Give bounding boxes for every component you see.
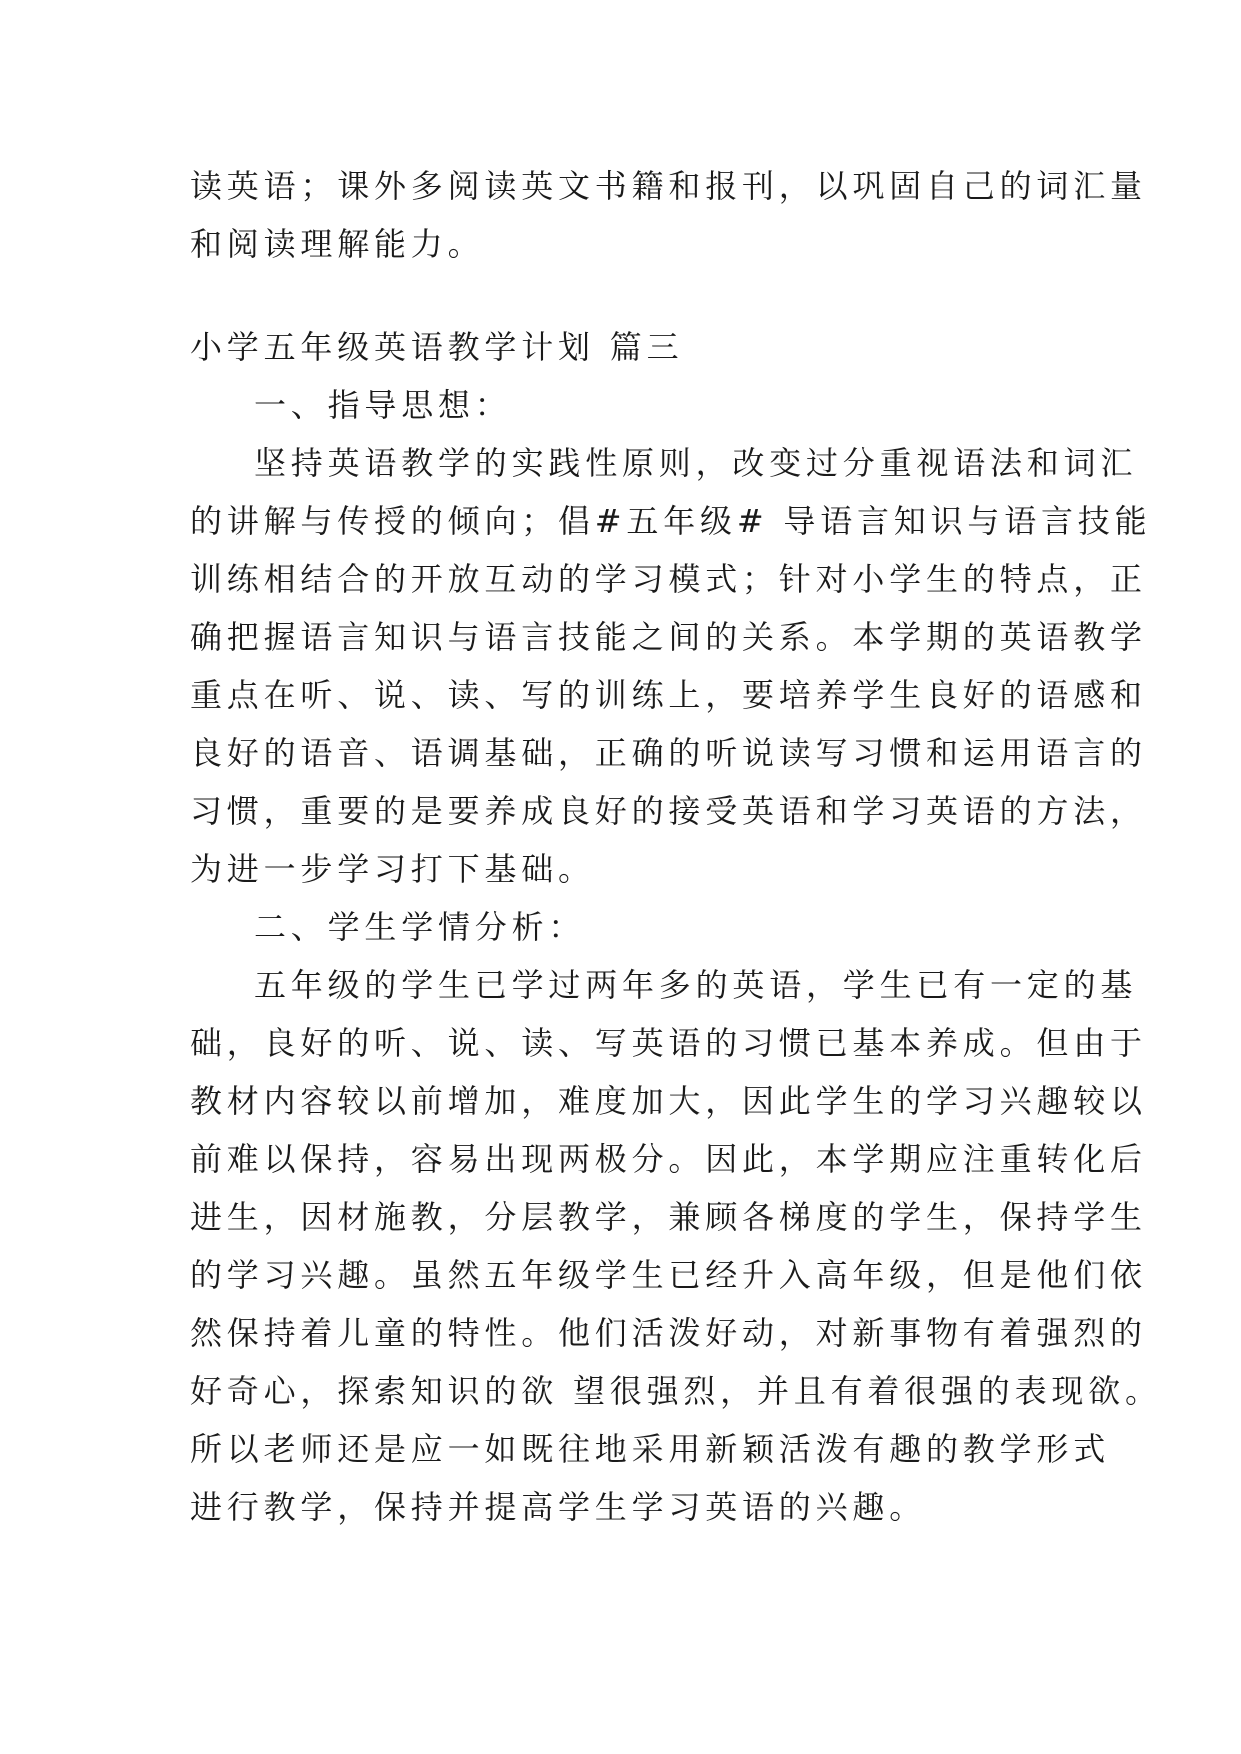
text-line: 习惯，重要的是要养成良好的接受英语和学习英语的方法， (190, 792, 1147, 830)
text-line: 所以老师还是应一如既往地采用新颖活泼有趣的教学形式 (190, 1430, 1111, 1468)
text-line: 好奇心，探索知识的欲 望很强烈，并且有着很强的表现欲。 (190, 1372, 1162, 1410)
text-line: 坚持英语教学的实践性原则，改变过分重视语法和词汇 (254, 444, 1138, 482)
text-line: 训练相结合的开放互动的学习模式；针对小学生的特点，正 (190, 560, 1147, 598)
text-line: 重点在听、说、读、写的训练上，要培养学生良好的语感和 (190, 676, 1147, 714)
text-line: 的讲解与传授的倾向；倡#五年级# 导语言知识与语言技能 (190, 502, 1152, 540)
section-title: 小学五年级英语教学计划 篇三 (190, 328, 684, 366)
text-line: 础，良好的听、说、读、写英语的习惯已基本养成。但由于 (190, 1024, 1147, 1062)
text-line: 前难以保持，容易出现两极分。因此，本学期应注重转化后 (190, 1140, 1147, 1178)
text-line: 良好的语音、语调基础，正确的听说读写习惯和运用语言的 (190, 734, 1147, 772)
text-line: 的学习兴趣。虽然五年级学生已经升入高年级，但是他们依 (190, 1256, 1147, 1294)
text-line: 进行教学，保持并提高学生学习英语的兴趣。 (190, 1488, 927, 1526)
text-line: 五年级的学生已学过两年多的英语，学生已有一定的基 (254, 966, 1138, 1004)
heading-student-analysis: 二、学生学情分析： (254, 908, 586, 946)
heading-guiding-thought: 一、指导思想： (254, 386, 512, 424)
text-line: 为进一步学习打下基础。 (190, 850, 595, 888)
text-line: 和阅读理解能力。 (190, 225, 485, 263)
text-line: 确把握语言知识与语言技能之间的关系。本学期的英语教学 (190, 618, 1147, 656)
text-line: 进生，因材施教，分层教学，兼顾各梯度的学生，保持学生 (190, 1198, 1147, 1236)
text-line: 然保持着儿童的特性。他们活泼好动，对新事物有着强烈的 (190, 1314, 1147, 1352)
text-line: 读英语；课外多阅读英文书籍和报刊，以巩固自己的词汇量 (190, 167, 1147, 205)
text-line: 教材内容较以前增加，难度加大，因此学生的学习兴趣较以 (190, 1082, 1147, 1120)
